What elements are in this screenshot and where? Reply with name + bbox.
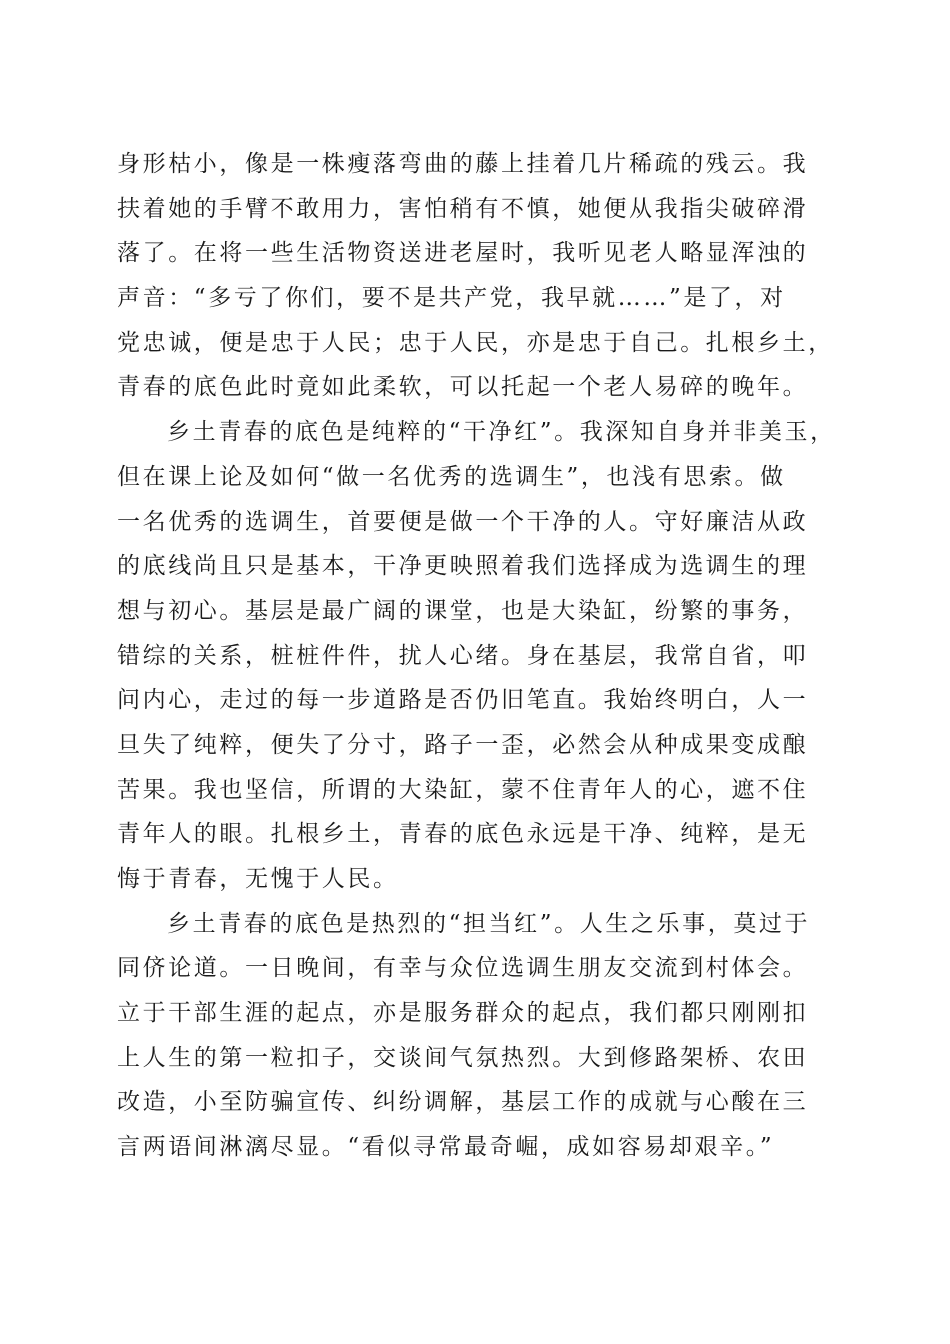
text-line: 立于干部生涯的起点，亦是服务群众的起点，我们都只刚刚扣 [117, 1000, 809, 1027]
text-line: 乡土青春的底色是纯粹的“干净红”。我深知自身并非美玉， [167, 419, 836, 446]
text-line: 旦失了纯粹，便失了分寸，路子一歪，必然会从种成果变成酿 [117, 731, 809, 758]
text-line: 党忠诚，便是忠于人民；忠于人民，亦是忠于自己。扎根乡土， [117, 329, 834, 356]
text-line: 的底线尚且只是基本，干净更映照着我们选择成为选调生的理 [117, 553, 809, 580]
text-line: 声音：“多亏了你们，要不是共产党，我早就……”是了，对 [117, 285, 786, 312]
text-line: 青春的底色此时竟如此柔软，可以托起一个老人易碎的晚年。 [117, 374, 809, 401]
text-line: 身形枯小，像是一株瘦落弯曲的藤上挂着几片稀疏的残云。我 [117, 151, 809, 177]
text-line: 问内心，走过的每一步道路是否仍旧笔直。我始终明白，人一 [117, 687, 809, 714]
text-line: 错综的关系，桩桩件件，扰人心绪。身在基层，我常自省，叩 [117, 642, 809, 669]
text-line: 一名优秀的选调生，首要便是做一个干净的人。守好廉洁从政 [117, 508, 809, 535]
text-line: 落了。在将一些生活物资送进老屋时，我听见老人略显浑浊的 [117, 240, 809, 267]
body-text [117, 142, 836, 1170]
text-line: 想与初心。基层是最广阔的课堂，也是大染缸，纷繁的事务， [117, 597, 809, 624]
text-line: 扶着她的手臂不敢用力，害怕稍有不慎，她便从我指尖破碎滑 [117, 195, 809, 222]
text-line: 改造，小至防骗宣传、纠纷调解，基层工作的成就与心酸在三 [117, 1089, 809, 1116]
text-line: 悔于青春，无愧于人民。 [117, 866, 399, 892]
text-line: 但在课上论及如何“做一名优秀的选调生”，也浅有思索。做 [117, 463, 786, 490]
text-line: 同侪论道。一日晚间，有幸与众位选调生朋友交流到村体会。 [117, 955, 809, 982]
paragraph-3 [117, 902, 829, 1170]
text-line: 苦果。我也坚信，所谓的大染缸，蒙不住青年人的心，遮不住 [117, 776, 809, 803]
text-line: 言两语间淋漓尽显。“看似寻常最奇崛，成如容易却艰辛。” [117, 1134, 775, 1161]
paragraph-2 [117, 410, 836, 902]
paragraph-1 [117, 142, 834, 410]
text-line: 青年人的眼。扎根乡土，青春的底色永远是干净、纯粹，是无 [117, 821, 809, 848]
text-line: 上人生的第一粒扣子，交谈间气氛热烈。大到修路架桥、农田 [117, 1044, 809, 1071]
text-line: 乡土青春的底色是热烈的“担当红”。人生之乐事，莫过于 [167, 910, 811, 937]
